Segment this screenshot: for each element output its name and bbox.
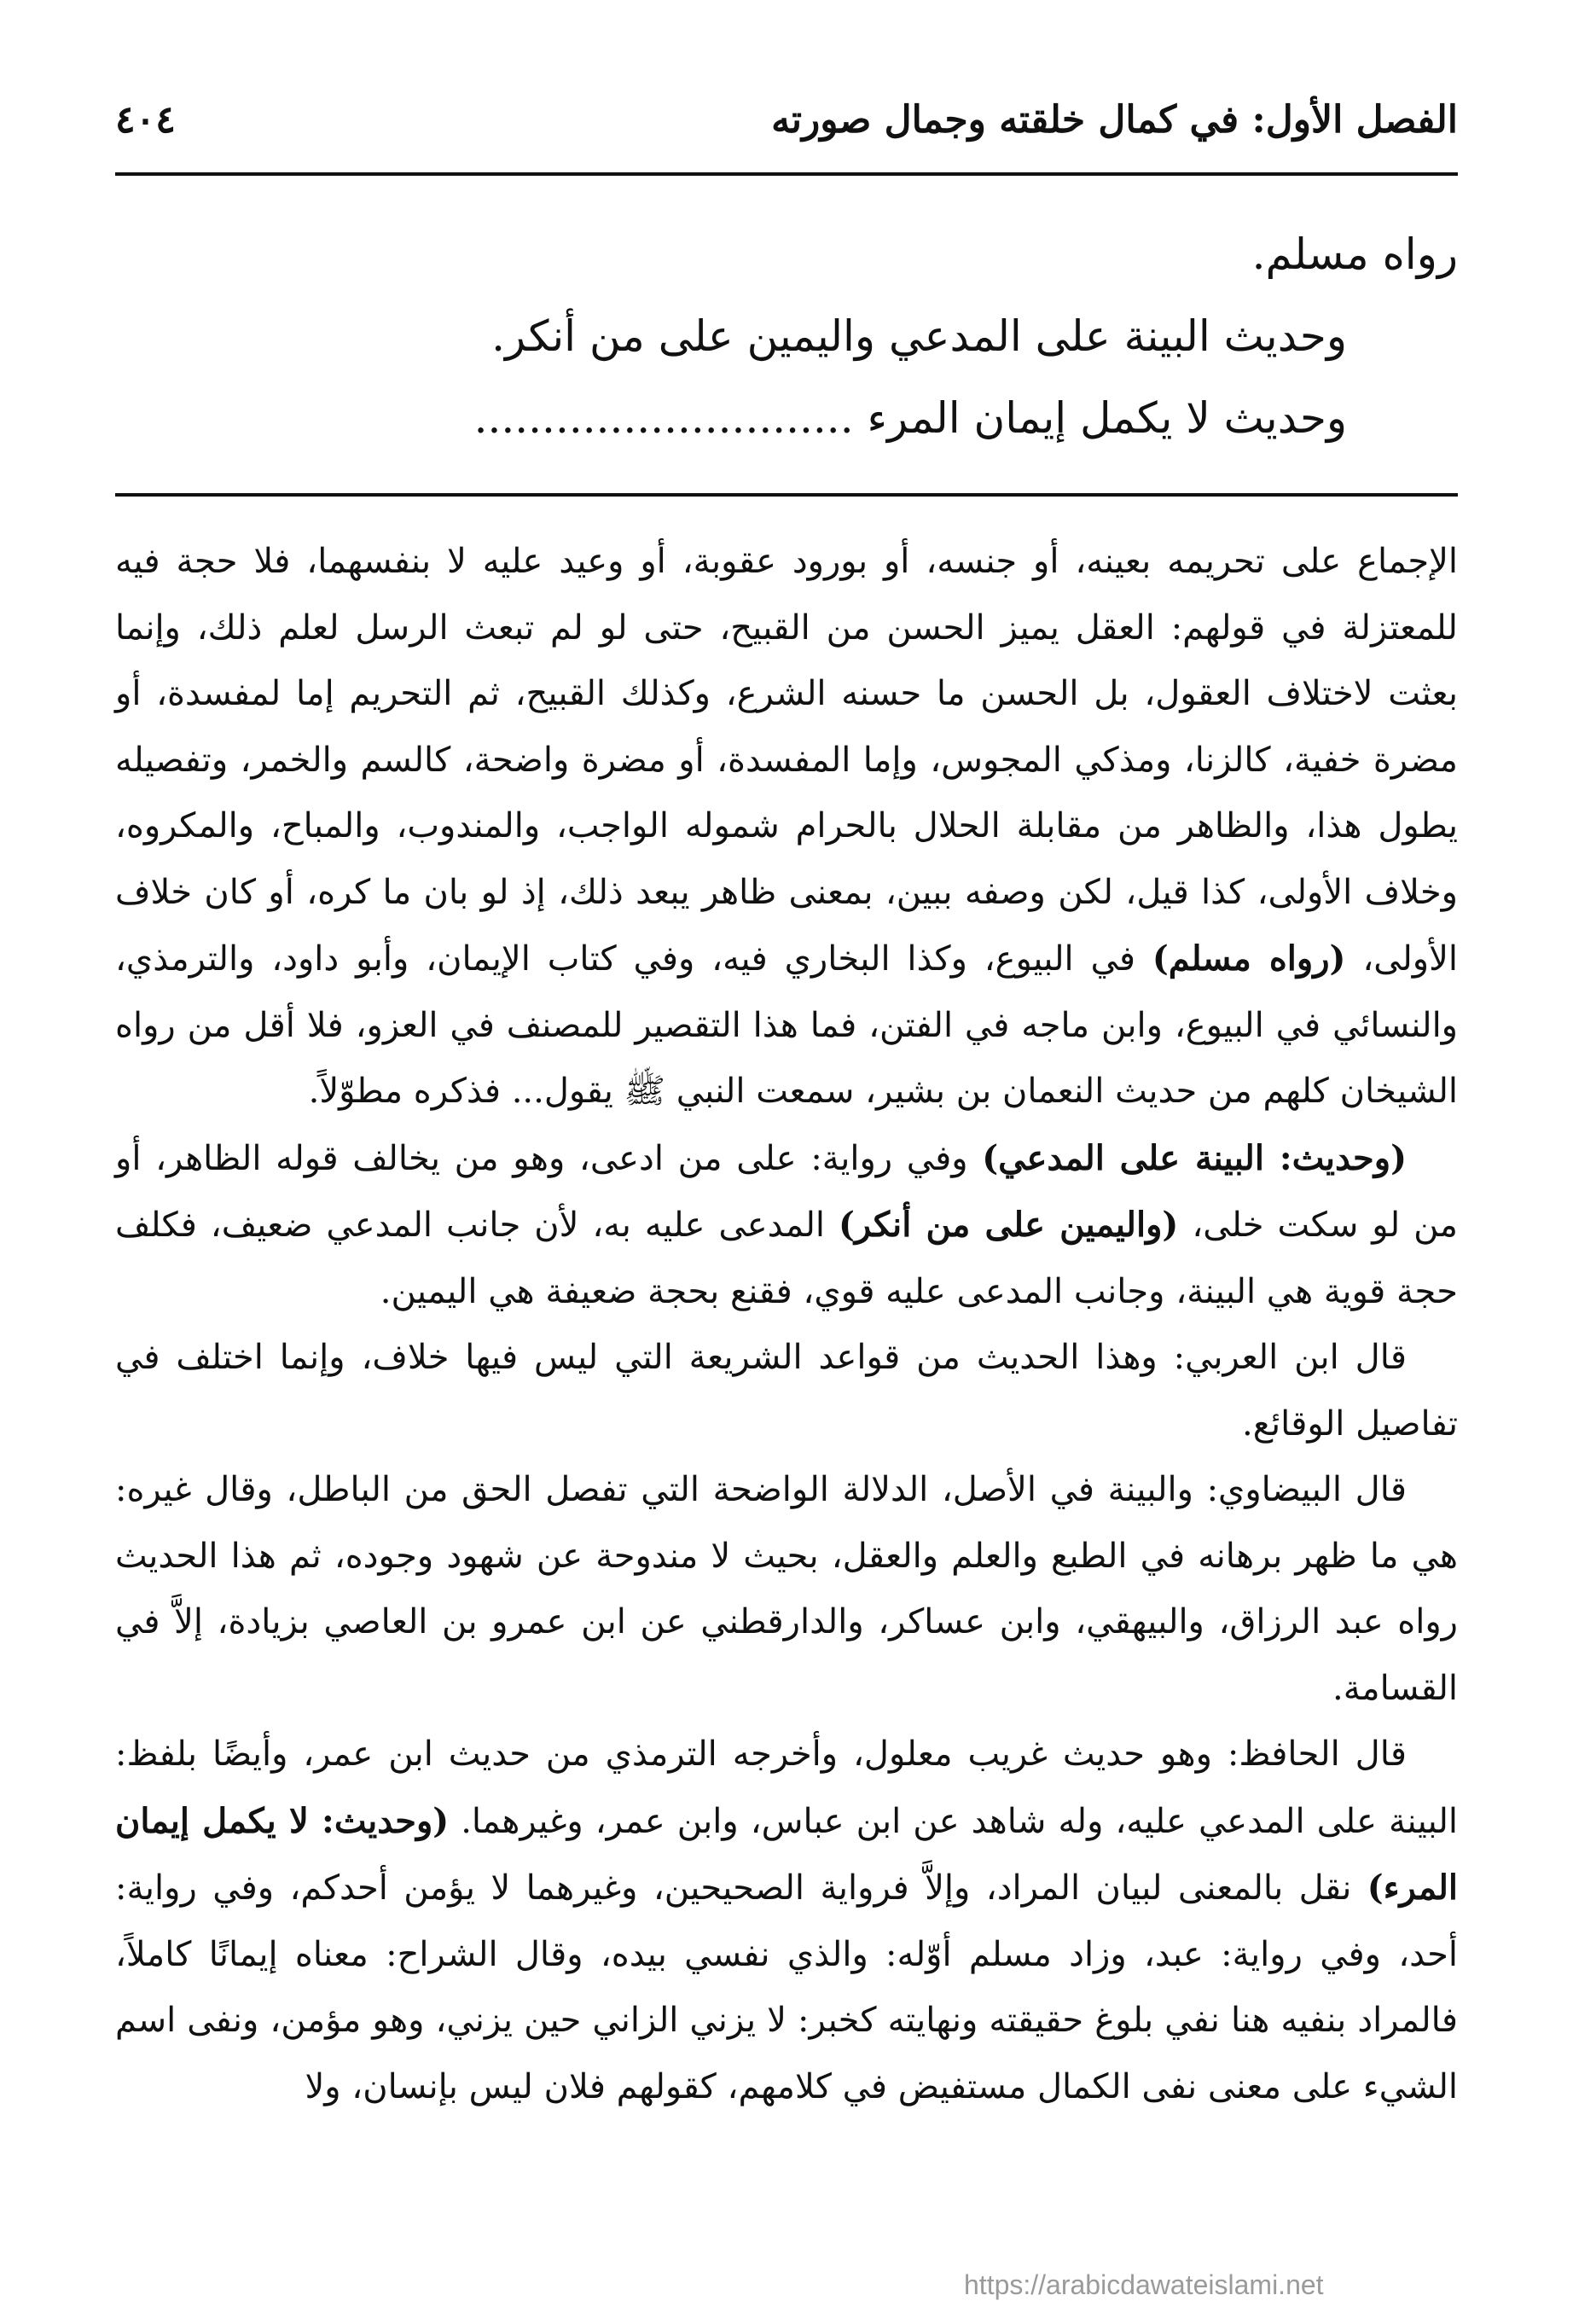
commentary-block	[115, 529, 1458, 2120]
watermark-url: https://arabicdawateislami.net	[964, 2269, 1324, 2300]
chapter-title: الفصل الأول: في كمال خلقته وجمال صورته	[771, 98, 1458, 142]
running-header	[115, 90, 1458, 158]
header-rule	[115, 172, 1458, 176]
commentary-paragraph	[115, 1125, 1458, 1326]
matn-line: رواه مسلم.	[1251, 229, 1458, 279]
paragraph-text: الإجماع على تحريمه بعينه، أو جنسه، أو بورود عقوبة، أو وعيد عليه لا بنفسهما، فلا حجة فيه للمعتزلة في قولهم: العقل يميز الحسن من القبيح، حتى لو لم تبعث الرسل لعلم ذلك، وإنما بعثت لاختلاف العقول، بل الحسن ما حسنه الشرع، وكذلك القبيح، ثم التحريم إما لمفسدة، أو مضرة خفية، كالزنا، ومذكي المجوس، وإما المفسدة، أو مضرة واضحة، كالسم والخمر، وتفصيله يطول هذا، والظاهر من مقابلة الحلال بالحرام شموله الواجب، والمندوب، والمباح، والمكروه، وخلاف الأولى، كذا قيل، لكن وصفه ببين، بمعنى ظاهر يبعد ذلك، إذ لو بان ما كره، أو كان خلاف الأولى،	[115, 542, 1459, 979]
commentary-paragraph	[115, 1325, 1458, 1457]
paragraph-text: قال الحافظ: وهو حديث غريب معلول، وأخرجه الترمذي من حديث ابن عمر، وأيضًا بلفظ: البينة على المدعي عليه، وله شاهد عن ابن عباس، وابن عمر، وغيرهما.	[115, 1734, 1459, 1841]
page-number: ٤٠٤	[115, 98, 176, 142]
section-rule	[115, 493, 1458, 497]
paragraph-text: المدعى عليه به، لأن جانب المدعي ضعيف، فكلف حجة قوية هي البينة، وجانب المدعى عليه قوي، فقنع بحجة ضعيفة هي اليمين.	[115, 1206, 1458, 1311]
bold-quote: (رواه مسلم)	[1152, 938, 1346, 979]
matn-block	[115, 213, 1458, 459]
matn-line: وحديث لا يكمل إيمان المرء ............................	[473, 393, 1347, 443]
bold-quote: (وحديث: البينة على المدعي)	[982, 1137, 1407, 1178]
matn-line: وحديث البينة على المدعي واليمين على من أنكر.	[491, 311, 1347, 361]
paragraph-text: قال ابن العربي: وهذا الحديث من قواعد الشريعة التي ليس فيها خلاف، وإنما اختلف في تفاصيل الوقائع.	[115, 1338, 1458, 1444]
paragraph-text: في البيوع، وكذا البخاري فيه، وفي كتاب الإيمان، وأبو داود، والترمذي، والنسائي في البيوع، وابن ماجه في الفتن، فما هذا التقصير للمصنف في العزو، فلا أقل من رواه الشيخان كلهم من حديث النعمان بن بشير، سمعت النبي ﷺ يقول... فذكره مطوّلاً.	[115, 939, 1458, 1111]
commentary-paragraph	[115, 529, 1458, 1125]
paragraph-text: وفي رواية: على من ادعى، وهو من يخالف قوله الظاهر، أو من لو سكت خلى،	[115, 1138, 1458, 1245]
paragraph-text: قال البيضاوي: والبينة في الأصل، الدلالة الواضحة التي تفصل الحق من الباطل، وقال غيره: هي ما ظهر برهانه في الطبع والعلم والعقل، بحيث لا مندوحة عن شهود وجوده، ثم هذا الحديث رواه عبد الرزاق، والبيهقي، وابن عساكر، والدارقطني عن ابن عمرو بن العاصي بزيادة، إلاَّ في القسامة.	[115, 1470, 1458, 1708]
commentary-paragraph	[115, 1722, 1458, 2120]
commentary-paragraph	[115, 1457, 1458, 1722]
bold-quote: (واليمين على من أنكر)	[838, 1205, 1179, 1245]
bold-quote: (وحديث: لا يكمل إيمان المرء)	[115, 1800, 1459, 1908]
paragraph-text: نقل بالمعنى لبيان المراد، وإلاَّ فرواية الصحيحين، وغيرهما لا يؤمن أحدكم، وفي رواية: أحد، وفي رواية: عبد، وزاد مسلم أوّله: والذي نفسي بيده، وقال الشراح: معناه إيمانًا كاملاً، فالمراد بنفيه هنا نفي بلوغ حقيقته ونهايته كخبر: لا يزني الزاني حين يزني، وهو مؤمن، ونفى اسم الشيء على معنى نفى الكمال مستفيض في كلامهم، كقولهم فلان ليس بإنسان، ولا	[115, 1868, 1458, 2106]
